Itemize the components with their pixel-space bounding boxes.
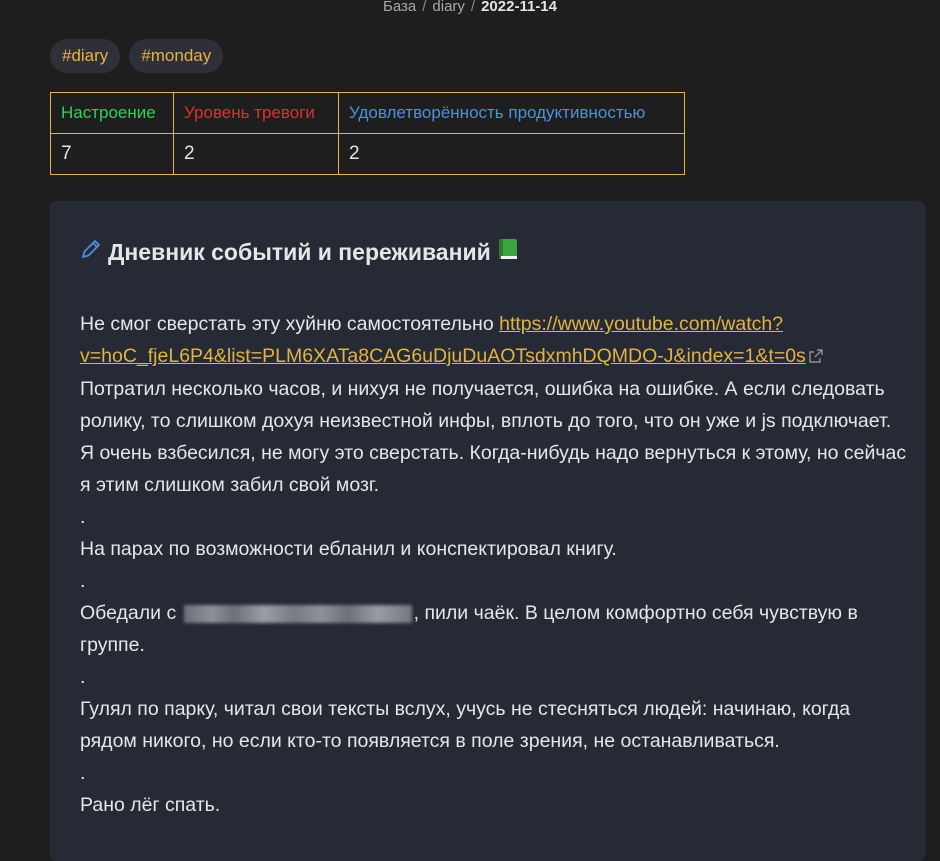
dot-separator: . — [80, 505, 86, 528]
youtube-link-line1: https://www.youtube.com/watch? — [499, 313, 784, 335]
paragraph-1-prefix: Не смог сверстать эту хуйню самостоятельно — [80, 313, 500, 335]
tag-monday[interactable]: #monday — [129, 39, 223, 73]
paragraph-1 — [80, 308, 910, 501]
dot-separator: . — [80, 569, 86, 592]
breadcrumb-current: 2022-11-14 — [481, 0, 557, 15]
breadcrumb-separator: / — [470, 0, 476, 15]
paragraph-5: Рано лёг спать. — [80, 793, 221, 816]
paragraph-4: Гулял по парку, читал свои тексты вслух, учусь не стесняться людей: начинаю, когда рядом никого, но если кто-то появляется в поле зрения, не останавливаться. — [80, 697, 851, 752]
green-book-icon — [497, 237, 519, 267]
breadcrumb-separator: / — [422, 0, 427, 15]
table-header-row — [51, 93, 685, 134]
properties-table — [50, 92, 685, 175]
header-mood: Настроение — [51, 93, 174, 134]
paragraph-1-rest: Потратил несколько часов, и нихуя не получается, ошибка на ошибке. А если следовать ролику, то слишком дохуя неизвестной инфы, вплоть до того, что он уже и js подключает. Я очень взбесился, не могу это сверстать. Когда-нибудь надо вернуться к этому, но сейчас я этим слишком забил свой мозг. — [80, 377, 907, 496]
value-productivity[interactable]: 2 — [339, 134, 685, 175]
tag-diary[interactable]: #diary — [50, 39, 120, 73]
external-link-icon — [809, 341, 823, 373]
breadcrumb-root[interactable]: База — [382, 0, 417, 15]
redacted-name — [184, 605, 412, 623]
callout-title-text: Дневник событий и переживаний — [108, 238, 491, 265]
tag-list — [50, 39, 223, 73]
paragraph-2: На парах по возможности ебланил и конспектировал книгу. — [80, 537, 617, 560]
breadcrumb-folder[interactable]: diary — [432, 0, 465, 15]
breadcrumb — [0, 0, 940, 17]
dot-separator: . — [80, 761, 86, 784]
paragraph-3-prefix: Обедали с — [80, 601, 182, 624]
pencil-icon — [80, 238, 102, 266]
entry-content — [80, 308, 910, 821]
diary-callout — [50, 201, 925, 861]
youtube-link-line2: v=hoC_fjeL6P4&list=PLM6XATa8CAG6uDjuDuAOTsdxmhDQMDO-J&index=1&t=0s — [80, 345, 806, 367]
dot-separator: . — [80, 665, 86, 688]
callout-title — [80, 237, 519, 267]
paragraph-3 — [80, 597, 910, 661]
table-row — [51, 134, 685, 175]
value-anxiety[interactable]: 2 — [174, 134, 339, 175]
header-productivity: Удовлетворённость продуктивностью — [339, 93, 685, 134]
value-mood[interactable]: 7 — [51, 134, 174, 175]
paragraph-3-suffix: , пили чаёк. В целом комфортно себя чувствую в группе. — [80, 601, 858, 656]
header-anxiety: Уровень тревоги — [174, 93, 339, 134]
